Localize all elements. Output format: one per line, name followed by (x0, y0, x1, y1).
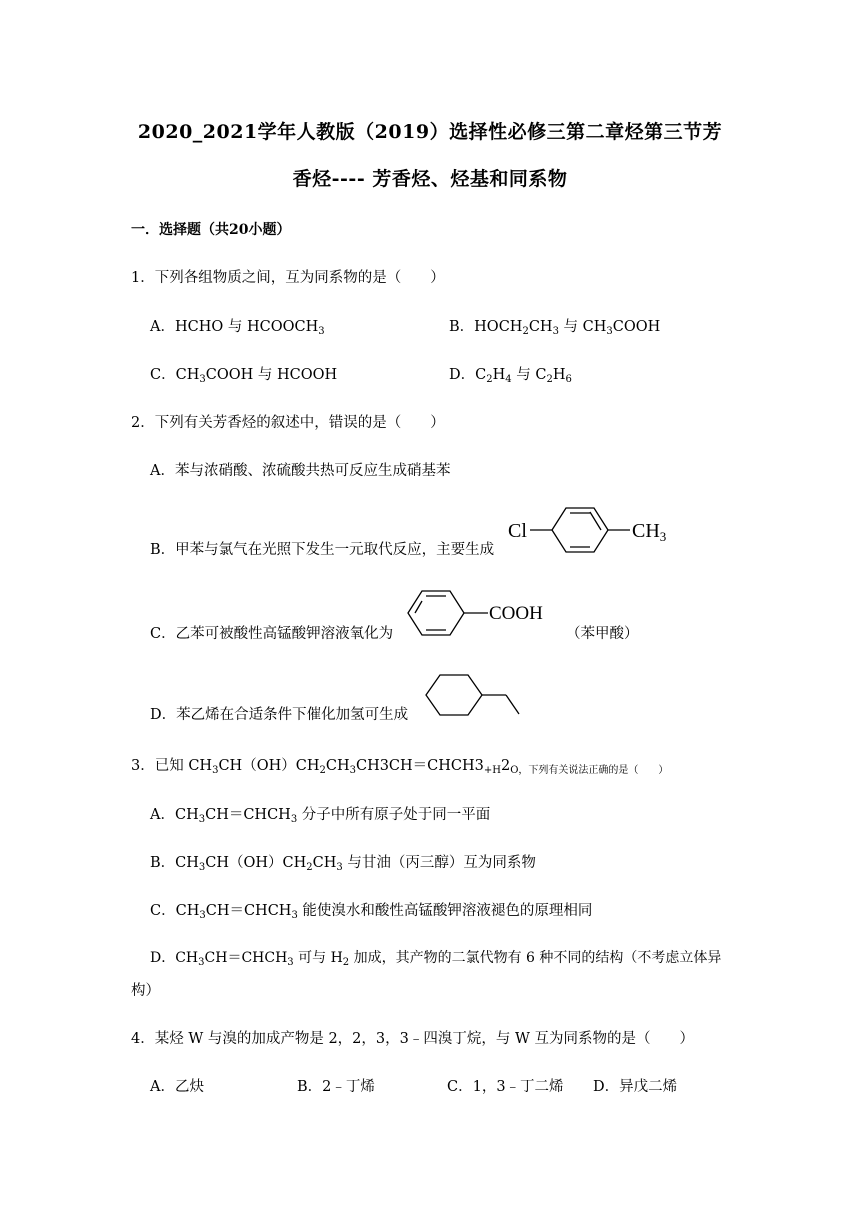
q4-option-d: D．异戊二烯 (593, 1079, 678, 1095)
q2-option-b: B．甲苯与氯气在光照下发生一元取代反应，主要生成 (150, 542, 495, 558)
structure-cl-label: Cl (508, 520, 527, 542)
q3-stem: 3．已知 $CH_3CH(OH)CH_2CH_3CH3CH=CHCH3_{+H}2_{O,下列有关说法正确的是( )}$ (131, 758, 669, 776)
document-title-line2: 香烃---- 芳香烃、烃基和同系物 (292, 168, 568, 190)
q2-option-c-suffix: （苯甲酸） (566, 626, 639, 642)
q1-option-b: B．$HOCH_2CH_3$ 与 $CH_3COOH$ (449, 319, 661, 337)
q1-stem: 1．下列各组物质之间，互为同系物的是（ ） (131, 270, 445, 286)
q3-option-b: B．$CH_3CH(OH)CH_2CH_3$ 与甘油（丙三醇）互为同系物 (150, 855, 536, 873)
q4-option-c: C．1，3﹣丁二烯 (447, 1079, 564, 1095)
section-heading: 一．选择题（共20小题） (131, 222, 291, 238)
q4-stem: 4．某烃 W 与溴的加成产物是 2，2，3，3﹣四溴丁烷，与 W 互为同系物的是（ ） (131, 1031, 694, 1047)
q4-option-b: B．2﹣丁烯 (297, 1079, 375, 1095)
q3-option-a: A．$CH_3CH=CHCH_3$ 分子中所有原子处于同一平面 (150, 807, 491, 825)
q2-option-a: A．苯与浓硝酸、浓硫酸共热可反应生成硝基苯 (150, 463, 451, 479)
q1-option-a: A．HCHO 与 $HCOOCH_3$ (150, 319, 325, 337)
q2-option-c: C．乙苯可被酸性高锰酸钾溶液氧化为 (150, 626, 394, 642)
q3-option-c: C．$CH_3CH=CHCH_3$ 能使溴水和酸性高锰酸钾溶液褪色的原理相同 (150, 903, 593, 921)
ethylcyclohexane-structure (420, 670, 524, 722)
structure-cooh-label: COOH (489, 603, 543, 624)
document-title-line1: 2020_2021学年人教版（2019）选择性必修三第二章烃第三节芳 (137, 121, 723, 143)
structure-ch3-label: $CH_3$ (632, 520, 667, 544)
chlorotoluene-structure (506, 500, 678, 560)
benzoic-acid-structure (404, 584, 564, 642)
q2-stem: 2．下列有关芳香烃的叙述中，错误的是（ ） (131, 415, 445, 431)
q1-option-d: D．$C_2H_4$ 与 $C_2H_6$ (449, 367, 572, 385)
q3-option-d: D．$CH_3CH=CHCH_3$ 可与 $H_2$ 加成，其产物的二氯代物有 6 种不同的结构（不考虑立体异 (150, 950, 722, 968)
q4-option-a: A．乙炔 (150, 1079, 204, 1095)
q3-option-d-continuation: 构） (131, 983, 160, 999)
q2-option-d: D．苯乙烯在合适条件下催化加氢可生成 (150, 707, 409, 723)
q1-option-c: C．$CH_3COOH$ 与 HCOOH (150, 367, 338, 385)
